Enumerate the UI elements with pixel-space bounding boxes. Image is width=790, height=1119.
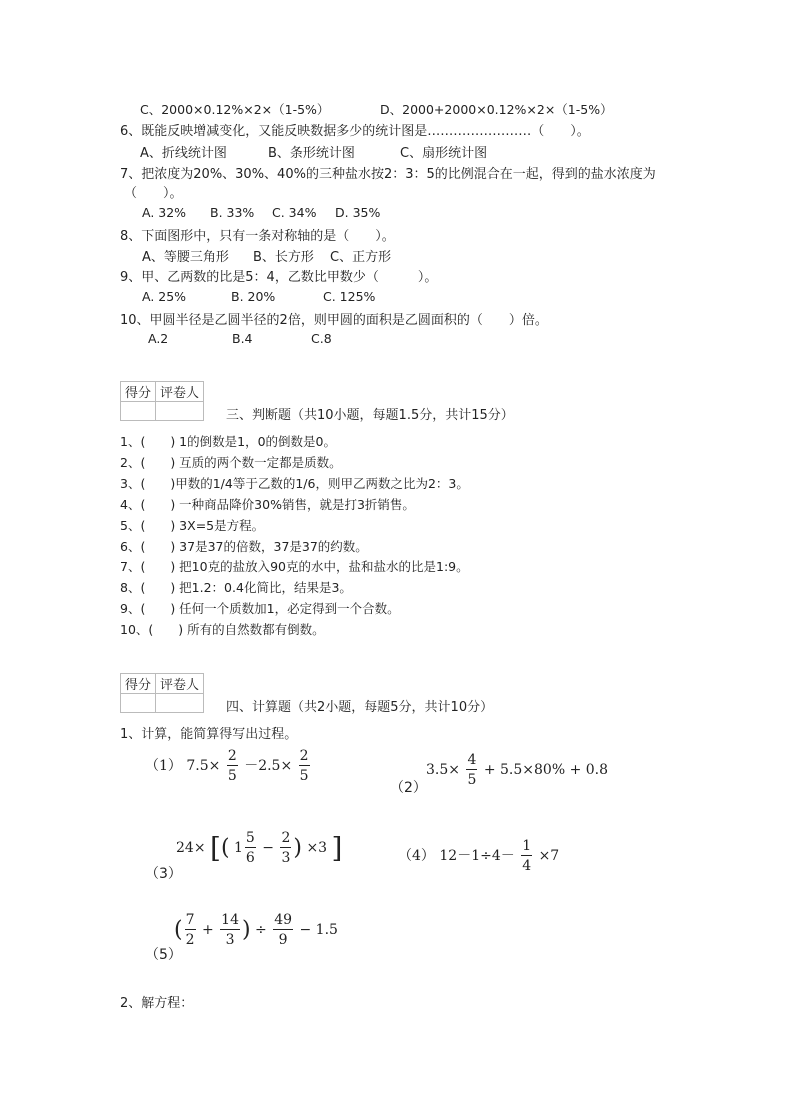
q9-option-c: C. 125% [323, 289, 376, 304]
grader-label: 评卷人 [156, 382, 204, 402]
problem-2-term-b: + 5.5×80% + 0.8 [483, 762, 609, 778]
q5-option-d: D、2000+2000×0.12%×2×（1-5%） [380, 102, 613, 117]
q10-option-b: B.4 [232, 331, 253, 346]
grader-cell [156, 402, 204, 421]
fraction [521, 838, 532, 874]
q10-option-a: A.2 [148, 331, 169, 346]
problem-3 [176, 830, 342, 866]
judgment-item: 9、( ) 任何一个质数加1，必定得到一个合数。 [120, 601, 400, 616]
score-cell [121, 402, 156, 421]
denominator: 4 [522, 858, 532, 874]
fraction [299, 748, 310, 784]
left-paren-icon: ( [174, 917, 183, 943]
right-bracket-icon: ] [331, 831, 343, 865]
score-box-section4 [120, 673, 204, 713]
fraction [466, 752, 477, 788]
fraction [280, 830, 291, 866]
judgment-item: 8、( ) 把1.2：0.4化简比，结果是3。 [120, 580, 352, 595]
question-10: 10、甲圆半径是乙圆半径的2倍，则甲圆的面积是乙圆面积的（ ）倍。 [120, 313, 548, 328]
denominator: 3 [225, 932, 235, 948]
q6-option-a: A、折线统计图 [140, 146, 227, 161]
denominator: 9 [278, 932, 288, 948]
question-7: 7、把浓度为20%、30%、40%的三种盐水按2：3：5的比例混合在一起，得到的盐水浓度为 [120, 167, 656, 182]
numerator: 14 [221, 912, 239, 928]
q8-option-b: B、长方形 [253, 250, 314, 265]
left-paren-icon: ( [220, 835, 230, 861]
problem-4-term-b: ×7 [538, 848, 560, 864]
problem-4-label: （4） [398, 848, 435, 864]
problem-5-term-b: − 1.5 [299, 922, 338, 938]
minus-sign: − [262, 840, 275, 856]
numerator: 7 [185, 912, 195, 928]
problem-2 [426, 752, 608, 788]
question-6: 6、既能反映增减变化，又能反映数据多少的统计图是……………………（ ）。 [120, 124, 590, 139]
fraction [245, 830, 256, 866]
question-7-blank: （ ）。 [124, 186, 183, 201]
numerator: 2 [299, 748, 309, 764]
judgment-item: 3、( )甲数的1/4等于乙数的1/6，则甲乙两数之比为2：3。 [120, 476, 469, 491]
problem-5 [174, 912, 338, 948]
fraction [273, 912, 293, 948]
calc-question-1: 1、计算，能简算得写出过程。 [120, 727, 298, 742]
right-paren-icon: ) [293, 835, 302, 861]
denominator: 2 [185, 932, 195, 948]
problem-1-term-b: －2.5× [244, 758, 293, 774]
fraction [185, 912, 196, 948]
calc-question-2: 2、解方程： [120, 996, 194, 1011]
section3-title: 三、判断题（共10小题，每题1.5分，共计15分） [226, 408, 514, 423]
denominator: 5 [299, 768, 309, 784]
score-label: 得分 [121, 382, 156, 402]
denominator: 3 [281, 850, 291, 866]
problem-2-label: （2） [390, 780, 427, 796]
judgment-item: 1、( ) 1的倒数是1，0的倒数是0。 [120, 434, 336, 449]
numerator: 49 [274, 912, 293, 928]
left-bracket-icon: [ [210, 831, 221, 865]
q8-option-a: A、等腰三角形 [142, 250, 229, 265]
judgment-item: 7、( ) 把10克的盐放入90克的水中，盐和盐水的比是1:9。 [120, 559, 469, 574]
q6-option-c: C、扇形统计图 [400, 146, 488, 161]
numerator: 1 [522, 838, 532, 854]
q5-option-c: C、2000×0.12%×2×（1-5%） [140, 102, 330, 117]
q9-option-a: A. 25% [142, 289, 187, 304]
problem-5-label: （5） [145, 947, 182, 963]
q10-option-c: C.8 [311, 331, 332, 346]
problem-4-term-a: 12－1÷4－ [439, 848, 515, 864]
q7-option-c: C. 34% [272, 205, 317, 220]
judgment-item: 2、( ) 互质的两个数一定都是质数。 [120, 455, 342, 470]
problem-1-term-a: 7.5× [186, 758, 221, 774]
judgment-item: 10、( ) 所有的自然数都有倒数。 [120, 622, 325, 637]
q6-option-b: B、条形统计图 [268, 146, 355, 161]
question-9: 9、甲、乙两数的比是5：4，乙数比甲数少（ ）。 [120, 270, 438, 285]
problem-3-term-a: 24× [176, 840, 206, 856]
problem-4 [398, 838, 559, 874]
numerator: 5 [245, 830, 255, 846]
numerator: 2 [281, 830, 291, 846]
problem-1-label: （1） [145, 758, 182, 774]
mixed-number-whole: 1 [233, 840, 243, 856]
section4-title: 四、计算题（共2小题，每题5分，共计10分） [226, 700, 494, 715]
q9-option-b: B. 20% [231, 289, 276, 304]
denominator: 6 [245, 850, 255, 866]
divide-sign: ÷ [255, 922, 267, 938]
grader-label: 评卷人 [156, 674, 204, 694]
grader-cell [156, 694, 204, 713]
problem-3-label: （3） [145, 866, 182, 882]
fraction [227, 748, 238, 784]
denominator: 5 [227, 768, 237, 784]
right-paren-icon: ) [241, 917, 251, 943]
problem-3-times: ×3 [306, 840, 328, 856]
judgment-item: 6、( ) 37是37的倍数，37是37的约数。 [120, 539, 368, 554]
question-8: 8、下面图形中，只有一条对称轴的是（ ）。 [120, 229, 395, 244]
q7-option-b: B. 33% [210, 205, 255, 220]
numerator: 2 [227, 748, 237, 764]
score-box-section3 [120, 381, 204, 421]
problem-1 [145, 748, 312, 784]
problem-2-term-a: 3.5× [426, 762, 460, 778]
score-cell [121, 694, 156, 713]
fraction [220, 912, 240, 948]
denominator: 5 [467, 772, 477, 788]
judgment-item: 4、( ) 一种商品降价30%销售，就是打3折销售。 [120, 497, 415, 512]
judgment-item: 5、( ) 3X=5是方程。 [120, 518, 265, 533]
q8-option-c: C、正方形 [330, 250, 392, 265]
q7-option-a: A. 32% [142, 205, 187, 220]
numerator: 4 [467, 752, 477, 768]
plus-sign: + [201, 922, 214, 938]
score-label: 得分 [121, 674, 156, 694]
q7-option-d: D. 35% [335, 205, 381, 220]
